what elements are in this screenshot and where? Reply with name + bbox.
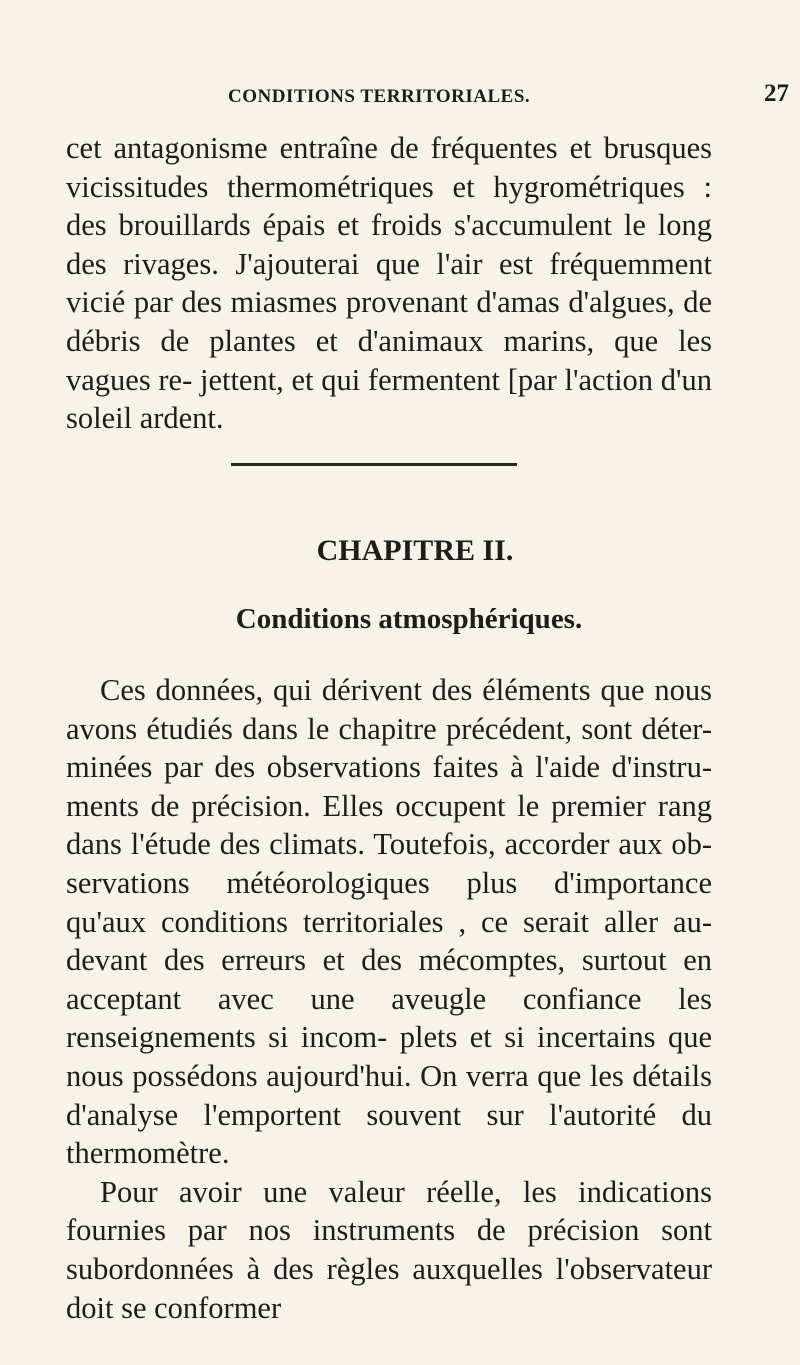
- opening-text-block: [66, 129, 712, 438]
- page-number: 27: [764, 80, 789, 107]
- section-divider: [231, 463, 517, 466]
- chapter-body: [66, 671, 712, 1327]
- body-paragraph-1: Ces données, qui dérivent des éléments que nous avons étudiés dans le chapitre précédent, sont déter- minées par des observations faites à l'aide d'instru- ments de précision. Elles occupent le premier rang dans l'étude des climats. Toutefois, accorder aux ob- servations météorologiques plus d'importance qu'aux conditions territoriales , ce serait aller au-devant des erreurs et des mécomptes, surtout en acceptant avec une aveugle confiance les renseignements si incom- plets et si incertains que nous possédons aujourd'hui. On verra que les détails d'analyse l'emportent souvent sur l'autorité du thermomètre.: [66, 673, 712, 1171]
- body-paragraph-2: Pour avoir une valeur réelle, les indications fournies par nos instruments de précision sont subordonnées à des règles auxquelles l'observateur doit se conformer: [66, 1174, 712, 1325]
- chapter-subtitle: Conditions atmosphériques.: [235, 603, 583, 635]
- opening-paragraph: cet antagonisme entraîne de fréquentes et brusques vicissitudes thermométriques et hygrométriques : des brouillards épais et froids s'accumulent le long des rivages. J'ajouterai que l'air est fréquemment vicié par des miasmes provenant d'amas d'algues, de débris de plantes et d'animaux marins, que les vagues re- jettent, et qui fermentent [par l'action d'un soleil ardent.: [66, 131, 712, 436]
- running-head: CONDITIONS TERRITORIALES.: [228, 86, 531, 107]
- chapter-title: CHAPITRE II.: [316, 534, 514, 567]
